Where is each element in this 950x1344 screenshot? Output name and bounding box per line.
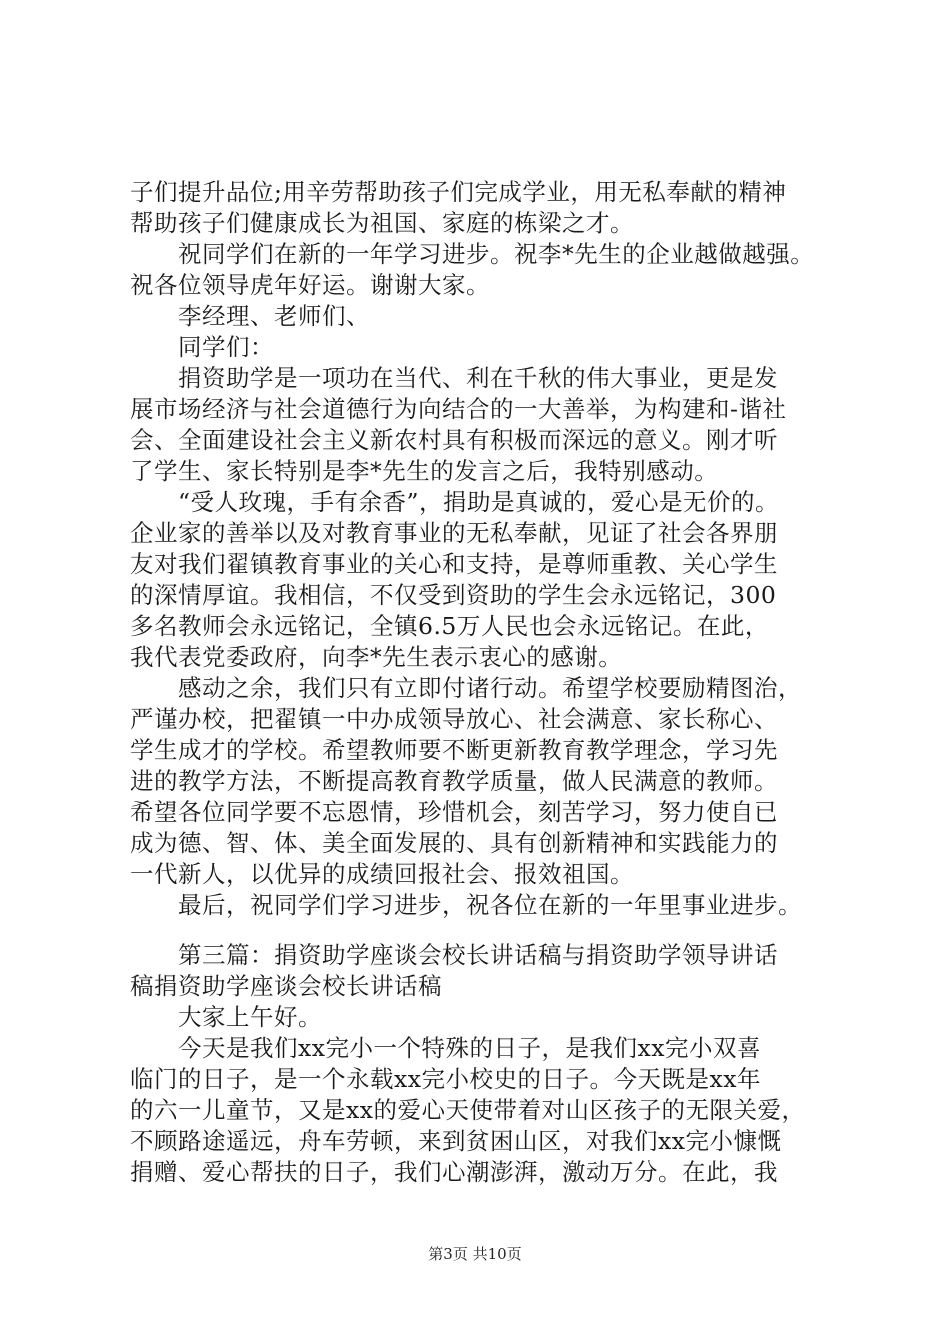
text-line: 学生成才的学校。希望教师要不断更新教育教学理念，学习先 bbox=[130, 736, 778, 764]
text-line: 大家上午好。 bbox=[178, 1003, 322, 1031]
text-line: 会、全面建设社会主义新农村具有积极而深远的意义。刚才听 bbox=[130, 426, 778, 454]
text-line: 希望各位同学要不忘恩情，珍惜机会，刻苦学习，努力使自已 bbox=[130, 798, 778, 826]
text-line: 帮助孩子们健康成长为祖国、家庭的栋梁之才。 bbox=[130, 209, 634, 237]
text-line: 进的教学方法，不断提高教育教学质量，做人民满意的教师。 bbox=[130, 767, 778, 795]
text-line: 的深情厚谊。我相信，不仅受到资助的学生会永远铭记，300 bbox=[130, 581, 777, 609]
text-line: 李经理、老师们、 bbox=[178, 302, 370, 330]
text-line: 感动之余，我们只有立即付诸行动。希望学校要励精图治， bbox=[178, 674, 802, 702]
text-line: 了学生、家长特别是李*先生的发言之后，我特别感动。 bbox=[130, 457, 719, 485]
text-line: 捐赠、爱心帮扶的日子，我们心潮澎湃，激动万分。在此，我 bbox=[130, 1158, 778, 1186]
text-line: 捐资助学是一项功在当代、利在千秋的伟大事业，更是发 bbox=[178, 364, 778, 392]
text-line: 临门的日子，是一个永载xx完小校史的日子。今天既是xx年 bbox=[130, 1065, 762, 1093]
text-line: 企业家的善举以及对教育事业的无私奉献，见证了社会各界朋 bbox=[130, 519, 778, 547]
text-line: 同学们： bbox=[178, 333, 274, 361]
text-line: 严谨办校，把翟镇一中办成领导放心、社会满意、家长称心、 bbox=[130, 705, 778, 733]
text-line: “受人玫瑰，手有余香”，捐助是真诚的，爱心是无价的。 bbox=[178, 488, 780, 516]
text-line: 不顾路途遥远，舟车劳顿，来到贫困山区，对我们xx完小慷慨 bbox=[130, 1127, 782, 1155]
text-line: 成为德、智、体、美全面发展的、具有创新精神和实践能力的 bbox=[130, 829, 778, 857]
text-line: 祝同学们在新的一年学习进步。祝李*先生的企业越做越强。 bbox=[178, 240, 815, 268]
section-heading: 稿捐资助学座谈会校长讲话稿 bbox=[130, 972, 442, 1000]
page-number: 第3页 共10页 bbox=[428, 1245, 522, 1263]
text-line: 祝各位领导虎年好运。谢谢大家。 bbox=[130, 271, 490, 299]
text-line: 最后，祝同学们学习进步，祝各位在新的一年里事业进步。 bbox=[178, 891, 802, 919]
text-line: 我代表党委政府，向李*先生表示衷心的感谢。 bbox=[130, 643, 623, 671]
text-line: 友对我们翟镇教育事业的关心和支持，是尊师重教、关心学生 bbox=[130, 550, 778, 578]
text-line: 多名教师会永远铭记，全镇6.5万人民也会永远铭记。在此， bbox=[130, 612, 769, 640]
text-line: 子们提升品位;用辛劳帮助孩子们完成学业，用无私奉献的精神 bbox=[130, 178, 787, 206]
text-line: 的六一儿童节，又是xx的爱心天使带着对山区孩子的无限关爱， bbox=[130, 1096, 806, 1124]
text-line: 今天是我们xx完小一个特殊的日子，是我们xx完小双喜 bbox=[178, 1034, 762, 1062]
text-line: 展市场经济与社会道德行为向结合的一大善举，为构建和-谐社 bbox=[130, 395, 787, 423]
section-heading: 第三篇：捐资助学座谈会校长讲话稿与捐资助学领导讲话 bbox=[178, 941, 778, 969]
text-line: 一代新人，以优异的成绩回报社会、报效祖国。 bbox=[130, 860, 634, 888]
